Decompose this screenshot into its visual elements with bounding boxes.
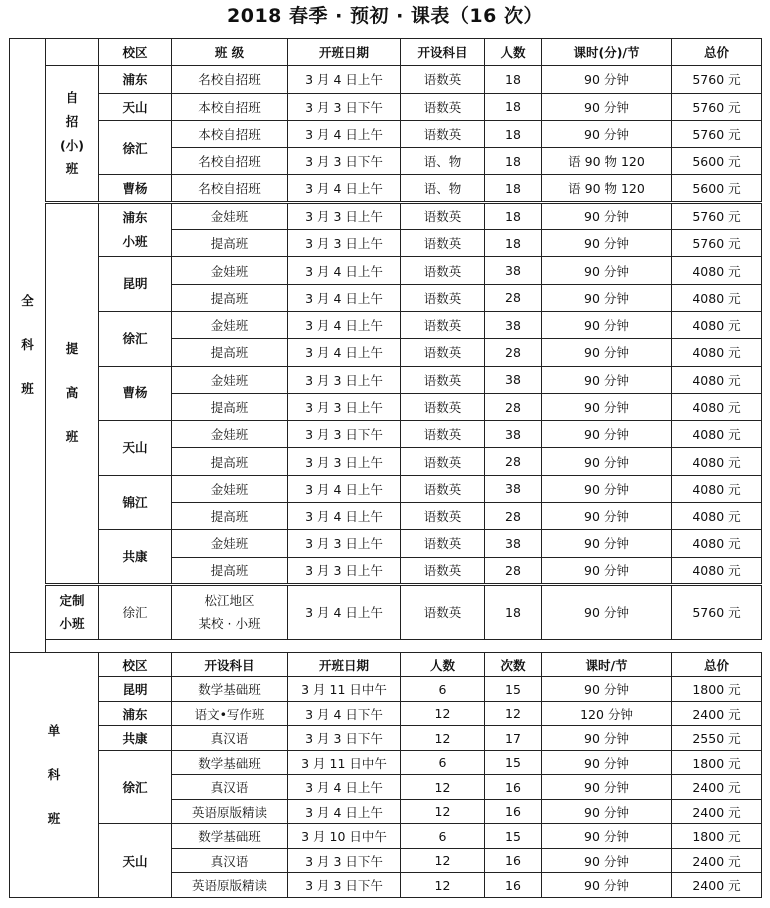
date-cell: 3 月 4 日上午 xyxy=(288,799,401,824)
subj-cell: 语数英 xyxy=(401,584,485,639)
dur-cell: 90 分钟 xyxy=(542,120,672,147)
subj-cell: 语数英 xyxy=(401,339,485,366)
full-header-row xyxy=(10,39,762,66)
num-cell: 28 xyxy=(485,339,542,366)
price-cell: 5760 元 xyxy=(672,584,762,639)
num-cell: 28 xyxy=(485,284,542,311)
dur-cell: 90 分钟 xyxy=(542,366,672,393)
subj-cell: 语数英 xyxy=(401,311,485,338)
date-cell: 3 月 3 日下午 xyxy=(288,148,401,175)
times-cell: 16 xyxy=(485,848,542,873)
subj-cell: 语数英 xyxy=(401,202,485,229)
campus-cell: 天山 xyxy=(99,93,172,120)
num-cell: 6 xyxy=(401,677,485,702)
num-cell: 28 xyxy=(485,557,542,584)
custom-class-cell xyxy=(172,584,288,639)
subj-cell: 语、物 xyxy=(401,175,485,202)
full-header-4: 人数 xyxy=(485,39,542,66)
date-cell: 3 月 4 日上午 xyxy=(288,475,401,502)
full-header-3: 开设科目 xyxy=(401,39,485,66)
campus-cell: 天山 xyxy=(99,421,172,476)
dur-cell: 90 分钟 xyxy=(542,339,672,366)
price-cell: 4080 元 xyxy=(672,448,762,475)
dur-cell: 90 分钟 xyxy=(542,848,672,873)
dur-cell: 90 分钟 xyxy=(542,873,672,898)
dur-cell: 90 分钟 xyxy=(542,421,672,448)
times-cell: 17 xyxy=(485,726,542,751)
campus-cell: 徐汇 xyxy=(99,750,172,824)
price-cell: 5600 元 xyxy=(672,148,762,175)
cls-cell: 金娃班 xyxy=(172,311,288,338)
date-cell: 3 月 3 日下午 xyxy=(288,873,401,898)
date-cell: 3 月 3 日上午 xyxy=(288,366,401,393)
subj-cell: 语数英 xyxy=(401,475,485,502)
cls-cell: 名校自招班 xyxy=(172,148,288,175)
cls-cell: 金娃班 xyxy=(172,530,288,557)
price-cell: 4080 元 xyxy=(672,421,762,448)
campus-cell: 共康 xyxy=(99,530,172,585)
date-cell: 3 月 3 日下午 xyxy=(288,93,401,120)
self-group-label: 自 招 (小) 班 xyxy=(46,66,99,202)
custom-class-line1: 松江地区 xyxy=(204,592,255,608)
subj-cell: 语数英 xyxy=(401,530,485,557)
single-section-label: 单 科 班 xyxy=(10,652,99,897)
dur-cell: 90 分钟 xyxy=(542,799,672,824)
subj-cell: 语数英 xyxy=(401,93,485,120)
num-cell: 12 xyxy=(401,848,485,873)
num-cell: 12 xyxy=(401,873,485,898)
date-cell: 3 月 4 日上午 xyxy=(288,257,401,284)
campus-cell: 浦东 xyxy=(99,701,172,726)
table-row xyxy=(10,824,762,849)
cls-cell: 提高班 xyxy=(172,448,288,475)
price-cell: 1800 元 xyxy=(672,750,762,775)
table-row xyxy=(10,701,762,726)
date-cell: 3 月 3 日上午 xyxy=(288,230,401,257)
price-cell: 5760 元 xyxy=(672,93,762,120)
date-cell: 3 月 3 日上午 xyxy=(288,557,401,584)
single-header-row xyxy=(10,652,762,677)
date-cell: 3 月 3 日下午 xyxy=(288,848,401,873)
date-cell: 3 月 4 日上午 xyxy=(288,311,401,338)
custom-group-label: 定制 小班 xyxy=(46,584,99,639)
full-header-2: 开班日期 xyxy=(288,39,401,66)
section-separator xyxy=(10,639,762,652)
subj-cell: 真汉语 xyxy=(172,775,288,800)
subj-cell: 真汉语 xyxy=(172,726,288,751)
table-row xyxy=(10,530,762,557)
subj-cell: 数学基础班 xyxy=(172,677,288,702)
table-row xyxy=(10,421,762,448)
full-header-0: 校区 xyxy=(99,39,172,66)
page-title: 2018 春季 · 预初 · 课表（16 次） xyxy=(227,5,543,27)
cls-cell: 提高班 xyxy=(172,339,288,366)
cls-cell: 金娃班 xyxy=(172,257,288,284)
times-cell: 16 xyxy=(485,775,542,800)
campus-cell: 天山 xyxy=(99,824,172,898)
subj-cell: 语数英 xyxy=(401,393,485,420)
table-row xyxy=(10,120,762,147)
num-cell: 12 xyxy=(401,775,485,800)
date-cell: 3 月 10 日中午 xyxy=(288,824,401,849)
dur-cell: 90 分钟 xyxy=(542,230,672,257)
table-row xyxy=(10,750,762,775)
dur-cell: 90 分钟 xyxy=(542,93,672,120)
dur-cell: 90 分钟 xyxy=(542,584,672,639)
subj-cell: 语数英 xyxy=(401,257,485,284)
subj-cell: 语数英 xyxy=(401,503,485,530)
full-header-6: 总价 xyxy=(672,39,762,66)
campus-cell: 曹杨 xyxy=(99,366,172,421)
custom-row xyxy=(10,584,762,639)
cls-cell: 金娃班 xyxy=(172,475,288,502)
full-header-5: 课时(分)/节 xyxy=(542,39,672,66)
table-row xyxy=(10,93,762,120)
price-cell: 4080 元 xyxy=(672,393,762,420)
table-row xyxy=(10,366,762,393)
num-cell: 12 xyxy=(401,726,485,751)
date-cell: 3 月 11 日中午 xyxy=(288,677,401,702)
date-cell: 3 月 3 日上午 xyxy=(288,393,401,420)
cls-cell: 本校自招班 xyxy=(172,120,288,147)
subj-cell: 语数英 xyxy=(401,421,485,448)
dur-cell: 120 分钟 xyxy=(542,701,672,726)
subj-cell: 语数英 xyxy=(401,120,485,147)
cls-cell: 名校自招班 xyxy=(172,66,288,93)
subj-cell: 真汉语 xyxy=(172,848,288,873)
campus-cell: 徐汇 xyxy=(99,311,172,366)
dur-cell: 90 分钟 xyxy=(542,448,672,475)
price-cell: 2400 元 xyxy=(672,848,762,873)
price-cell: 5600 元 xyxy=(672,175,762,202)
table-row xyxy=(10,202,762,229)
num-cell: 18 xyxy=(485,120,542,147)
date-cell: 3 月 3 日下午 xyxy=(288,421,401,448)
num-cell: 18 xyxy=(485,66,542,93)
times-cell: 12 xyxy=(485,701,542,726)
price-cell: 2400 元 xyxy=(672,701,762,726)
price-cell: 4080 元 xyxy=(672,366,762,393)
custom-class-line2: 某校 · 小班 xyxy=(198,616,261,632)
table-row xyxy=(10,475,762,502)
num-cell: 38 xyxy=(485,421,542,448)
dur-cell: 90 分钟 xyxy=(542,66,672,93)
table-row xyxy=(10,175,762,202)
dur-cell: 90 分钟 xyxy=(542,750,672,775)
price-cell: 4080 元 xyxy=(672,557,762,584)
cls-cell: 金娃班 xyxy=(172,421,288,448)
dur-cell: 90 分钟 xyxy=(542,257,672,284)
num-cell: 6 xyxy=(401,824,485,849)
cls-cell: 金娃班 xyxy=(172,202,288,229)
date-cell: 3 月 4 日上午 xyxy=(288,66,401,93)
cls-cell: 提高班 xyxy=(172,230,288,257)
separator-cell xyxy=(46,639,762,652)
times-cell: 15 xyxy=(485,824,542,849)
price-cell: 4080 元 xyxy=(672,503,762,530)
price-cell: 1800 元 xyxy=(672,677,762,702)
dur-cell: 90 分钟 xyxy=(542,503,672,530)
date-cell: 3 月 4 日下午 xyxy=(288,701,401,726)
campus-cell: 徐汇 xyxy=(99,120,172,175)
cls-cell: 提高班 xyxy=(172,503,288,530)
date-cell: 3 月 4 日上午 xyxy=(288,339,401,366)
date-cell: 3 月 3 日上午 xyxy=(288,530,401,557)
date-cell: 3 月 4 日上午 xyxy=(288,120,401,147)
campus-cell: 昆明 xyxy=(99,257,172,312)
date-cell: 3 月 4 日上午 xyxy=(288,775,401,800)
num-cell: 38 xyxy=(485,475,542,502)
price-cell: 5760 元 xyxy=(672,120,762,147)
num-cell: 18 xyxy=(485,202,542,229)
subj-cell: 语文•写作班 xyxy=(172,701,288,726)
dur-cell: 90 分钟 xyxy=(542,393,672,420)
num-cell: 18 xyxy=(485,584,542,639)
dur-cell: 语 90 物 120 xyxy=(542,148,672,175)
date-cell: 3 月 3 日上午 xyxy=(288,202,401,229)
cls-cell: 名校自招班 xyxy=(172,175,288,202)
cls-cell: 金娃班 xyxy=(172,366,288,393)
single-header-1: 开设科目 xyxy=(172,652,288,677)
campus-cell: 曹杨 xyxy=(99,175,172,202)
num-cell: 38 xyxy=(485,257,542,284)
price-cell: 4080 元 xyxy=(672,284,762,311)
times-cell: 15 xyxy=(485,750,542,775)
num-cell: 28 xyxy=(485,448,542,475)
price-cell: 4080 元 xyxy=(672,475,762,502)
times-cell: 15 xyxy=(485,677,542,702)
single-header-0: 校区 xyxy=(99,652,172,677)
single-header-2: 开班日期 xyxy=(288,652,401,677)
subj-cell: 数学基础班 xyxy=(172,750,288,775)
dur-cell: 90 分钟 xyxy=(542,557,672,584)
dur-cell: 90 分钟 xyxy=(542,824,672,849)
price-cell: 2550 元 xyxy=(672,726,762,751)
dur-cell: 90 分钟 xyxy=(542,726,672,751)
single-header-6: 总价 xyxy=(672,652,762,677)
cls-cell: 提高班 xyxy=(172,557,288,584)
price-cell: 5760 元 xyxy=(672,66,762,93)
dur-cell: 90 分钟 xyxy=(542,202,672,229)
price-cell: 2400 元 xyxy=(672,775,762,800)
subj-cell: 语数英 xyxy=(401,557,485,584)
table-row xyxy=(10,257,762,284)
campus-cell: 共康 xyxy=(99,726,172,751)
dur-cell: 90 分钟 xyxy=(542,475,672,502)
num-cell: 18 xyxy=(485,93,542,120)
improve-group-label: 提 高 班 xyxy=(46,202,99,584)
date-cell: 3 月 4 日上午 xyxy=(288,175,401,202)
date-cell: 3 月 4 日上午 xyxy=(288,584,401,639)
dur-cell: 90 分钟 xyxy=(542,677,672,702)
num-cell: 38 xyxy=(485,530,542,557)
date-cell: 3 月 4 日上午 xyxy=(288,284,401,311)
table-row xyxy=(10,66,762,93)
cls-cell: 提高班 xyxy=(172,284,288,311)
cls-cell: 提高班 xyxy=(172,393,288,420)
table-row xyxy=(10,726,762,751)
subj-cell: 英语原版精读 xyxy=(172,873,288,898)
campus-cell: 昆明 xyxy=(99,677,172,702)
table-row xyxy=(10,677,762,702)
price-cell: 4080 元 xyxy=(672,257,762,284)
price-cell: 4080 元 xyxy=(672,530,762,557)
dur-cell: 90 分钟 xyxy=(542,284,672,311)
num-cell: 28 xyxy=(485,503,542,530)
campus-cell: 浦东 小班 xyxy=(99,202,172,257)
num-cell: 18 xyxy=(485,175,542,202)
dur-cell: 90 分钟 xyxy=(542,530,672,557)
subj-cell: 数学基础班 xyxy=(172,824,288,849)
num-cell: 6 xyxy=(401,750,485,775)
dur-cell: 90 分钟 xyxy=(542,311,672,338)
date-cell: 3 月 3 日下午 xyxy=(288,726,401,751)
num-cell: 12 xyxy=(401,701,485,726)
price-cell: 4080 元 xyxy=(672,339,762,366)
num-cell: 18 xyxy=(485,230,542,257)
subj-cell: 英语原版精读 xyxy=(172,799,288,824)
full-header-1: 班 级 xyxy=(172,39,288,66)
campus-cell: 浦东 xyxy=(99,66,172,93)
subj-cell: 语数英 xyxy=(401,366,485,393)
schedule-table xyxy=(9,38,762,898)
dur-cell: 语 90 物 120 xyxy=(542,175,672,202)
single-header-4: 次数 xyxy=(485,652,542,677)
single-header-5: 课时/节 xyxy=(542,652,672,677)
subj-cell: 语数英 xyxy=(401,66,485,93)
subj-cell: 语、物 xyxy=(401,148,485,175)
campus-cell: 徐汇 xyxy=(99,584,172,639)
subj-cell: 语数英 xyxy=(401,284,485,311)
header-blank xyxy=(46,39,99,66)
subj-cell: 语数英 xyxy=(401,230,485,257)
price-cell: 4080 元 xyxy=(672,311,762,338)
times-cell: 16 xyxy=(485,799,542,824)
single-header-3: 人数 xyxy=(401,652,485,677)
dur-cell: 90 分钟 xyxy=(542,775,672,800)
times-cell: 16 xyxy=(485,873,542,898)
table-row xyxy=(10,311,762,338)
price-cell: 5760 元 xyxy=(672,202,762,229)
num-cell: 18 xyxy=(485,148,542,175)
price-cell: 2400 元 xyxy=(672,873,762,898)
num-cell: 38 xyxy=(485,366,542,393)
campus-cell: 锦江 xyxy=(99,475,172,530)
price-cell: 1800 元 xyxy=(672,824,762,849)
full-section-label: 全 科 班 xyxy=(10,39,46,653)
price-cell: 2400 元 xyxy=(672,799,762,824)
cls-cell: 本校自招班 xyxy=(172,93,288,120)
num-cell: 12 xyxy=(401,799,485,824)
date-cell: 3 月 3 日上午 xyxy=(288,448,401,475)
num-cell: 28 xyxy=(485,393,542,420)
subj-cell: 语数英 xyxy=(401,448,485,475)
price-cell: 5760 元 xyxy=(672,230,762,257)
date-cell: 3 月 11 日中午 xyxy=(288,750,401,775)
date-cell: 3 月 4 日上午 xyxy=(288,503,401,530)
num-cell: 38 xyxy=(485,311,542,338)
